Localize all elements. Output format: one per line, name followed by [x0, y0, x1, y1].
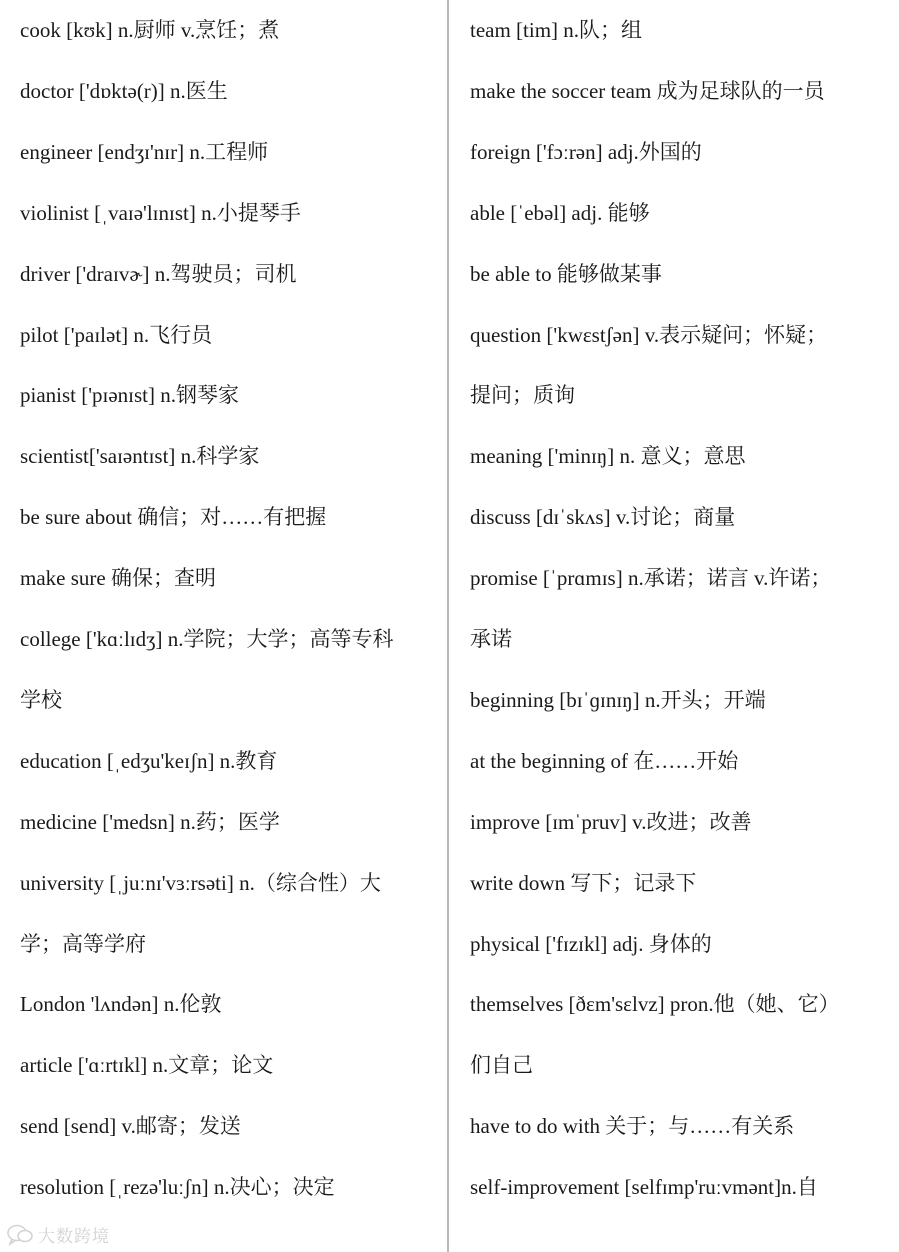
watermark-text: 大数跨境 — [38, 1227, 110, 1247]
vocab-line: engineer [endʒɪ'nɪr] n.工程师 — [20, 139, 269, 164]
vocab-line: team [tim] n.队；组 — [470, 18, 643, 42]
vocab-line: medicine ['medsn] n.药；医学 — [20, 809, 280, 834]
vocab-line: London 'lʌndən] n.伦敦 — [20, 992, 222, 1017]
vocab-line: themselves [ðɛm'sɛlvz] pron.他（她、它） — [470, 992, 840, 1017]
vocab-line: resolution [ˌrezə'luːʃn] n.决心；决定 — [20, 1175, 335, 1200]
vocab-line: university [ˌjuːnɪ'vɜːrsəti] n.（综合性）大 — [20, 870, 381, 895]
vocab-line: able [ˈebəl] adj. 能够 — [470, 200, 650, 225]
vocab-line: beginning [bɪˈɡɪnɪŋ] n.开头；开端 — [470, 687, 766, 712]
vocab-line: 承诺 — [470, 627, 512, 651]
vocab-line: send [send] v.邮寄；发送 — [20, 1114, 241, 1139]
column-divider — [447, 0, 449, 1252]
vocab-line: driver ['draɪvɚ] n.驾驶员；司机 — [20, 261, 297, 286]
vocab-line: promise [ˈprɑmɪs] n.承诺；诺言 v.许诺； — [470, 566, 832, 591]
vocab-line: make the soccer team 成为足球队的一员 — [470, 78, 825, 103]
vocab-line: violinist [ˌvaɪə'lɪnɪst] n.小提琴手 — [20, 200, 301, 225]
vocab-line: article ['ɑːrtɪkl] n.文章；论文 — [20, 1053, 274, 1078]
vocab-line: at the beginning of 在……开始 — [470, 748, 739, 773]
vocab-line: discuss [dɪˈskʌs] v.讨论；商量 — [470, 505, 736, 530]
vocab-line: improve [ɪmˈpruv] v.改进；改善 — [470, 809, 752, 834]
vocab-line: doctor ['dɒktə(r)] n.医生 — [20, 78, 228, 103]
vocab-line: meaning ['minɪŋ] n. 意义；意思 — [470, 444, 746, 469]
vocab-line: have to do with 关于；与……有关系 — [470, 1114, 795, 1139]
vocab-line: 提问；质询 — [470, 383, 575, 408]
vocab-line: write down 写下；记录下 — [470, 870, 697, 895]
vocab-line: 们自己 — [470, 1053, 533, 1078]
vocab-line: make sure 确保；查明 — [20, 566, 216, 591]
vocab-line: physical ['fɪzɪkl] adj. 身体的 — [470, 931, 712, 956]
vocab-line: education [ˌedʒu'keɪʃn] n.教育 — [20, 748, 278, 773]
vocab-line: be able to 能够做某事 — [470, 261, 662, 286]
vocab-line: self-improvement [selfɪmp'ruːvmənt]n.自 — [470, 1175, 818, 1200]
vocab-line: foreign ['fɔːrən] adj.外国的 — [470, 139, 702, 164]
vocab-line: pianist ['pɪənɪst] n.钢琴家 — [20, 383, 240, 408]
vocab-line: question ['kwɛstʃən] v.表示疑问；怀疑； — [470, 322, 828, 347]
vocab-line: pilot ['paɪlət] n.飞行员 — [20, 322, 213, 347]
vocab-line: cook [kʊk] n.厨师 v.烹饪；煮 — [20, 18, 280, 42]
vocab-line: 学校 — [20, 687, 62, 712]
vocab-line: college ['kɑːlɪdʒ] n.学院；大学；高等专科 — [20, 627, 394, 651]
chat-bubble-logo-icon — [6, 1223, 34, 1247]
vocab-line: scientist['saɪəntɪst] n.科学家 — [20, 444, 260, 469]
vocab-line: be sure about 确信；对……有把握 — [20, 505, 327, 530]
watermark — [6, 1222, 110, 1247]
vocab-line: 学；高等学府 — [20, 931, 146, 956]
